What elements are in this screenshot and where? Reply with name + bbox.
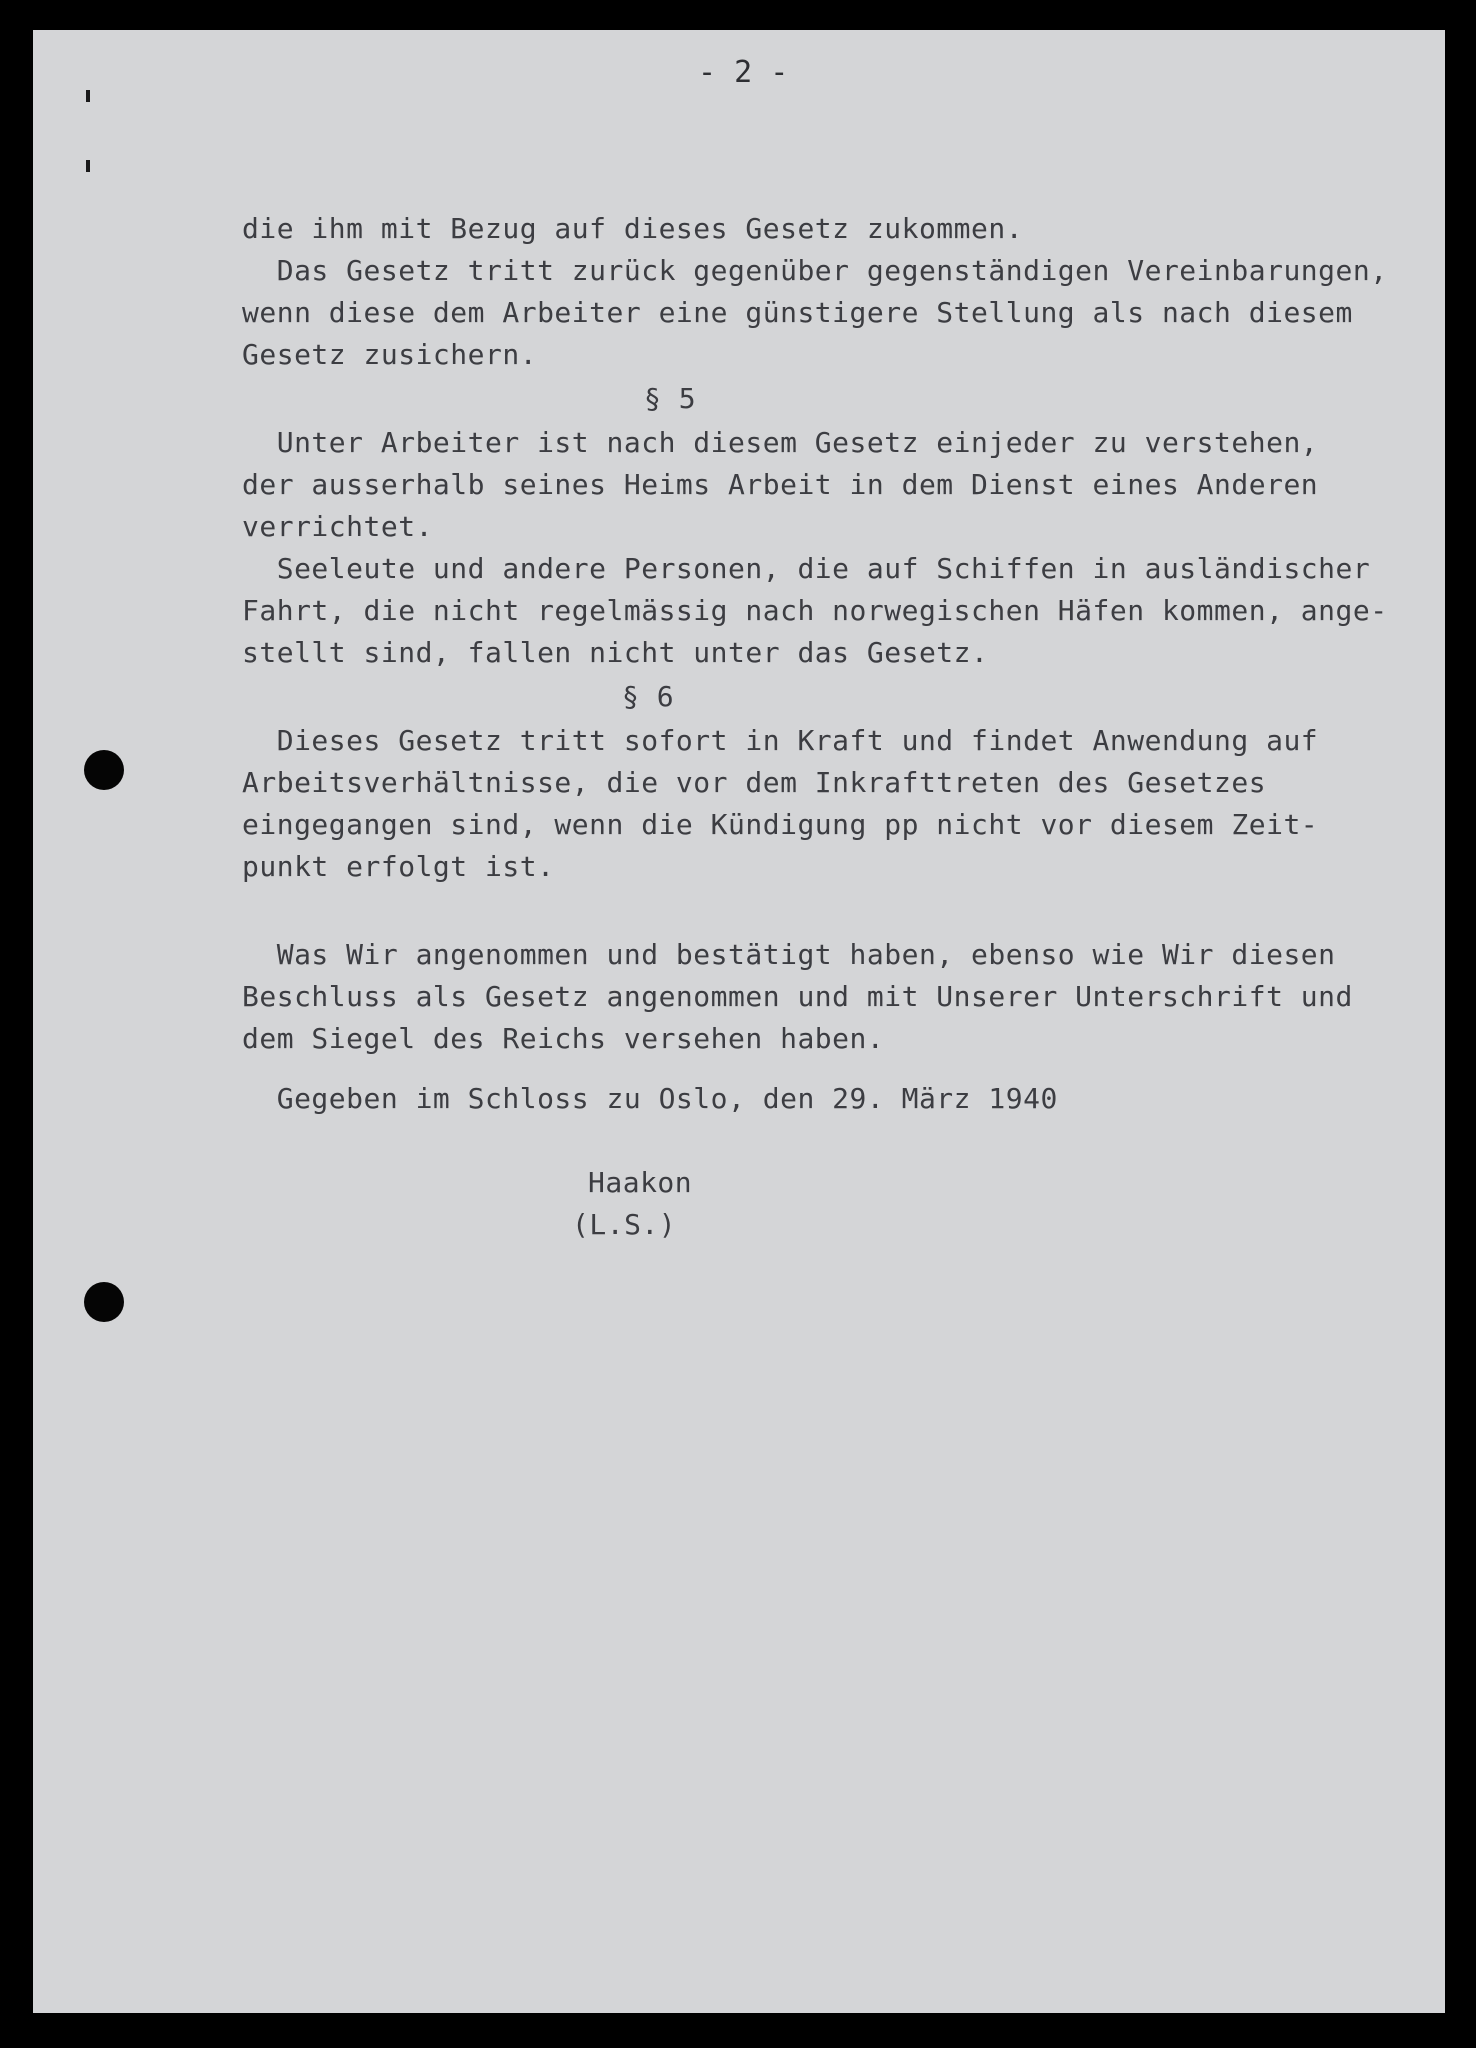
text-line: Unter Arbeiter ist nach diesem Gesetz einjeder zu verstehen,	[242, 426, 1319, 459]
text-line: verrichtet.	[242, 510, 433, 543]
text-line: Arbeitsverhältnisse, die vor dem Inkrafttreten des Gesetzes	[242, 766, 1267, 799]
punch-hole-lower	[84, 1282, 124, 1322]
text-line: Das Gesetz tritt zurück gegenüber gegenständigen Vereinbarungen,	[242, 254, 1388, 287]
text-line: dem Siegel des Reichs versehen haben.	[242, 1022, 885, 1055]
section-heading: § 5	[644, 382, 697, 415]
margin-mark-upper	[86, 90, 90, 102]
text-line: Dieses Gesetz tritt sofort in Kraft und findet Anwendung auf	[242, 724, 1319, 757]
text-line: Beschluss als Gesetz angenommen und mit Unserer Unterschrift und	[242, 980, 1353, 1013]
text-line: der ausserhalb seines Heims Arbeit in dem Dienst eines Anderen	[242, 468, 1319, 501]
signature-name: Haakon	[588, 1166, 693, 1199]
body-text	[242, 212, 1402, 1262]
text-line: wenn diese dem Arbeiter eine günstigere Stellung als nach diesem	[242, 296, 1353, 329]
text-line: Gesetz zusichern.	[242, 338, 538, 371]
text-line: eingegangen sind, wenn die Kündigung pp nicht vor diesem Zeit-	[242, 808, 1319, 841]
text-line: die ihm mit Bezug auf dieses Gesetz zukommen.	[242, 212, 1024, 245]
page-number: - 2 -	[698, 55, 789, 90]
section-heading: § 6	[622, 680, 675, 713]
text-line: Seeleute und andere Personen, die auf Schiffen in ausländischer	[242, 552, 1371, 585]
text-line: punkt erfolgt ist.	[242, 850, 555, 883]
margin-mark-lower	[86, 160, 90, 172]
text-line: stellt sind, fallen nicht unter das Gesetz.	[242, 636, 989, 669]
text-line: Was Wir angenommen und bestätigt haben, ebenso wie Wir diesen	[242, 938, 1336, 971]
signature-seal: (L.S.)	[572, 1208, 677, 1241]
text-line: Fahrt, die nicht regelmässig nach norwegischen Häfen kommen, ange-	[242, 594, 1388, 627]
punch-hole-upper	[84, 750, 124, 790]
date-line: Gegeben im Schloss zu Oslo, den 29. März 1940	[242, 1082, 1058, 1115]
